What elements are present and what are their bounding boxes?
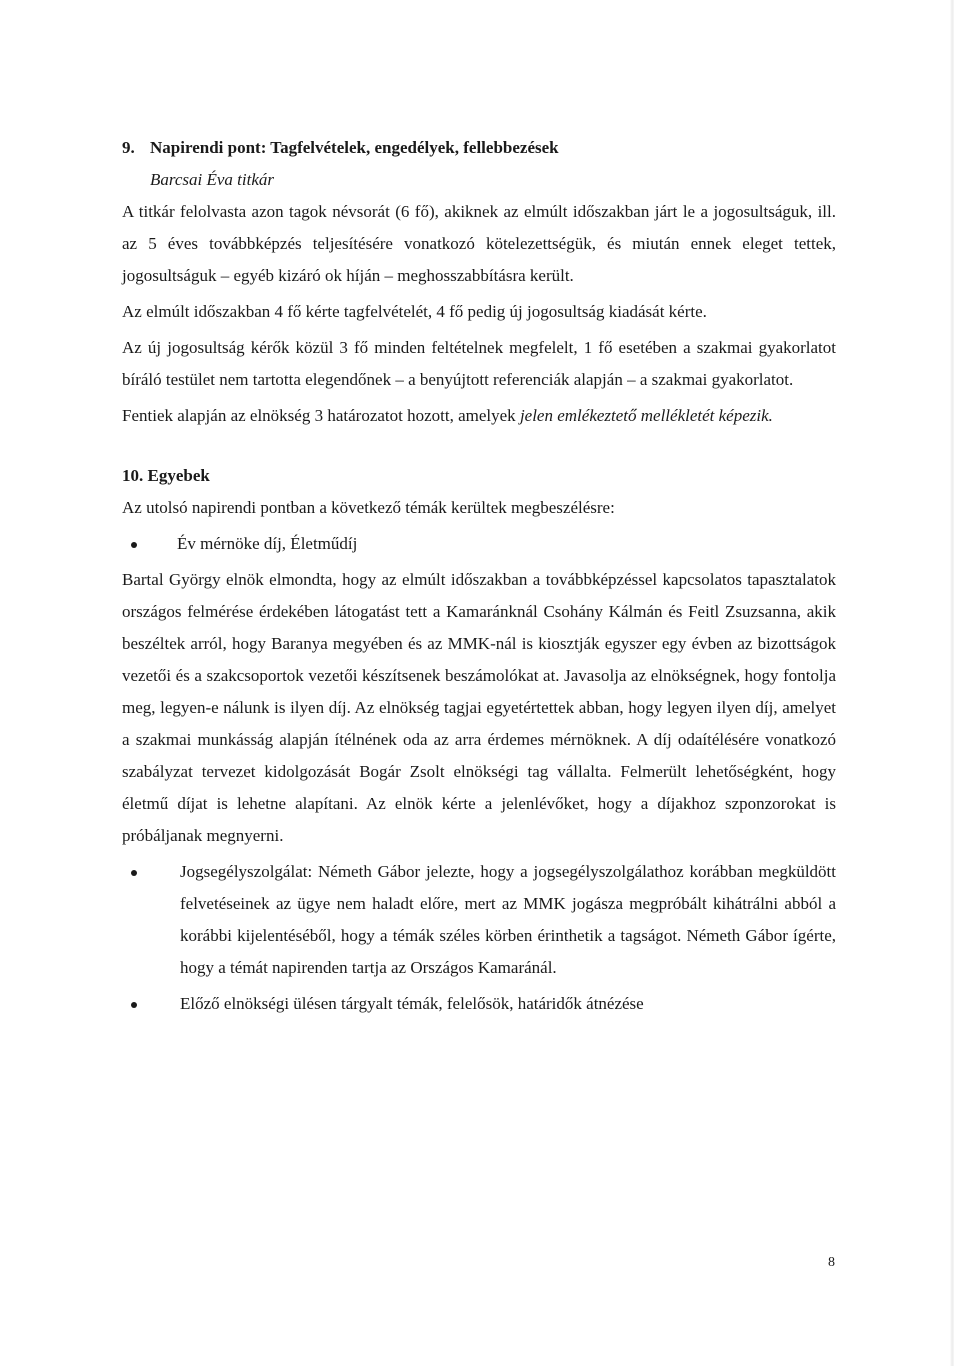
- section-9-heading: [122, 132, 836, 164]
- bullet-icon: [131, 542, 137, 548]
- page-number: 8: [828, 1255, 835, 1270]
- section-10-heading: [122, 460, 836, 492]
- section-9-presenter: Barcsai Éva titkár: [150, 170, 275, 189]
- list-item-legal-aid-text: Jogsegélyszolgálat: Németh Gábor jelezte, hogy a jogsegélyszolgálathoz korábban megküldött felvetéseinek az ügye nem haladt előre, mert az MMK jogásza megpróbált kihátrálni abból a korábbi kijelentéséből, hogy a témák széles körben érinthetik a tagságot. Németh Gábor ígérte, hogy a témát napirenden tartja az Országos Kamaránál.: [180, 862, 836, 977]
- section-9-paragraph-3: Az új jogosultság kérők közül 3 fő minden feltételnek megfelelt, 1 fő esetében a szakmai gyakorlatot bíráló testület nem tartotta elegendőnek – a benyújtott referenciák alapján – a szakmai gyakorlatot.: [122, 338, 836, 389]
- section-9-paragraph-4-italic: jelen emlékeztető mellékletét képezik.: [519, 406, 773, 425]
- section-9-title: Napirendi pont: Tagfelvételek, engedélyek, fellebbezések: [150, 138, 559, 157]
- list-item-award-text: Év mérnöke díj, Életműdíj: [177, 534, 358, 553]
- section-10-title: Egyebek: [147, 466, 210, 485]
- section-10-intro: Az utolsó napirendi pontban a következő témák kerültek megbeszélésre:: [122, 498, 615, 517]
- section-9-paragraph-2: Az elmúlt időszakban 4 fő kérte tagfelvételét, 4 fő pedig új jogosultság kiadását kérte.: [122, 302, 707, 321]
- document-body: [122, 132, 836, 1024]
- section-10-number: 10.: [122, 466, 144, 485]
- section-9-number: 9.: [122, 138, 135, 157]
- list-item-review: [122, 988, 836, 1020]
- section-9-paragraph-4: [122, 400, 836, 432]
- section-9-paragraph-4-text: Fentiek alapján az elnökség 3 határozatot hozott, amelyek: [122, 406, 520, 425]
- bullet-icon: [131, 1002, 137, 1008]
- section-10-paragraph-1: Bartal György elnök elmondta, hogy az elmúlt időszakban a továbbképzéssel kapcsolatos tapasztalatok országos felmérése érdekében látogatást tett a Kamaránknál Csohány Kálmán és Feitl Zsuzsanna, akik beszéltek arról, hogy Baranya megyében és az MMK-nál is kiosztják egyszer egy évben az bizottságok vezetői és a szakcsoportok vezetői készítsenek beszámolókat at. Javasolja az elnökségnek, hogy fontolja meg, legyen-e nálunk is ilyen díj. Az elnökség tagjai egyetértettek abban, hogy legyen ilyen díj, amelyet a szakmai munkásság alapján ítélnének oda az arra érdemes mérnöknek. A díj odaítélésére vonatkozó szabályzat tervezet kidolgozását Bogár Zsolt elnökségi tag vállalta. Felmerült lehetőségként, hogy életmű díjat is lehetne alapítani. Az elnök kérte a jelenlévőket, hogy a díjakhoz szponzorokat is próbáljanak megnyerni.: [122, 570, 836, 845]
- section-9-paragraph-1: A titkár felolvasta azon tagok névsorát (6 fő), akiknek az elmúlt időszakban járt le a jogosultságuk, ill. az 5 éves továbbképzés teljesítésére vonatkozó kötelezettségük, és miután ennek eleget tettek, jogosultságuk – egyéb kizáró ok híján – meghosszabbításra került.: [122, 202, 836, 285]
- list-item-legal-aid: [122, 856, 836, 984]
- page-edge-shadow: [950, 0, 954, 1366]
- bullet-icon: [131, 870, 137, 876]
- list-item-award: [122, 528, 836, 560]
- list-item-review-text: Előző elnökségi ülésen tárgyalt témák, felelősök, határidők átnézése: [180, 994, 644, 1013]
